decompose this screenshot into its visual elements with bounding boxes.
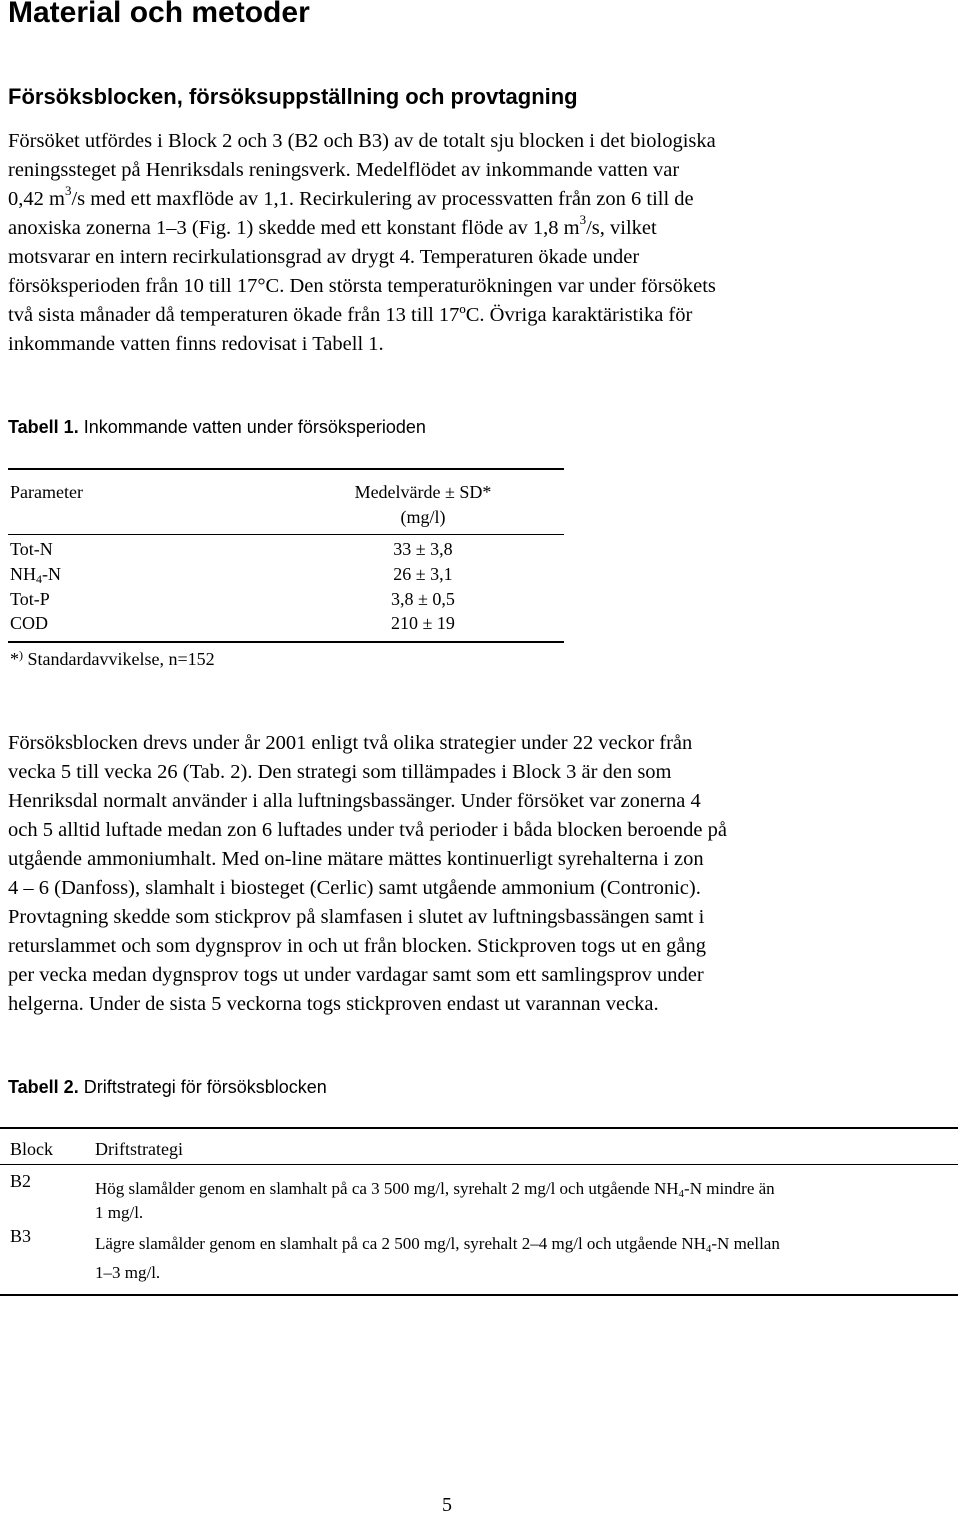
paragraph-line: helgerna. Under de sista 5 veckorna togs stickproven endast ut varannan vecka. (8, 993, 659, 1015)
table1-header-unit: (mg/l) (400, 507, 446, 527)
caption-label: Tabell 2. (8, 1077, 79, 1097)
table1-row-param: Tot-P (10, 589, 50, 609)
table1-caption (8, 417, 426, 438)
paragraph-line: Henriksdal normalt använder i alla luftningsbassänger. Under försöket var zonerna 4 (8, 790, 701, 812)
method-paragraph (8, 729, 948, 1019)
paragraph-line (8, 214, 948, 243)
table1-row-value: 3,8 ± 0,5 (391, 589, 455, 609)
text-fragment: -N (42, 564, 61, 584)
paragraph-line: Försöksblocken drevs under år 2001 enligt två olika strategier under 22 veckor från (8, 732, 693, 754)
table1-row-param: COD (10, 613, 49, 633)
table2-top-rule (0, 1127, 958, 1129)
paragraph-line: försöksperioden från 10 till 17°C. Den största temperaturökningen var under försökets (8, 275, 716, 297)
table1-row-value: 26 ± 3,1 (393, 564, 453, 584)
text-fragment: Hög slamålder genom en slamhalt på ca 3 500 mg/l, syrehalt 2 mg/l och utgående NH (95, 1179, 679, 1198)
table1-footnote (10, 648, 215, 670)
text-fragment: /s, vilket (586, 217, 657, 239)
table1-row-param (10, 564, 61, 587)
table1-row-param: Tot-N (10, 539, 53, 559)
table1-top-rule (8, 468, 564, 470)
table1-header-parameter: Parameter (10, 482, 83, 502)
superscript: 3 (64, 183, 72, 199)
page-heading: Material och metoder (8, 0, 310, 29)
caption-text: Inkommande vatten under försöksperioden (78, 417, 426, 437)
page-number: 5 (442, 1494, 452, 1516)
section-title: Försöksblocken, försöksuppställning och provtagning (8, 84, 578, 109)
paragraph-line: utgående ammoniumhalt. Med on-line mätare mättes kontinuerligt syrehalterna i zon (8, 848, 704, 870)
paragraph-line: två sista månader då temperaturen ökade från 13 till 17ºC. Övriga karaktäristika för (8, 304, 693, 326)
text-fragment: Standardavvikelse, n=152 (23, 649, 215, 669)
text-fragment: -N mindre än (684, 1179, 775, 1198)
paragraph-line: vecka 5 till vecka 26 (Tab. 2). Den strategi som tillämpades i Block 3 är den som (8, 761, 672, 783)
table2-row-strategy-cont: 1 mg/l. (95, 1203, 144, 1222)
superscript: ) (19, 648, 23, 662)
text-fragment: * (10, 649, 19, 669)
paragraph-line: Provtagning skedde som stickprov på slamfasen i slutet av luftningsbassängen samt i (8, 906, 705, 928)
table2-header-rule (0, 1164, 958, 1165)
paragraph-line (8, 185, 948, 214)
superscript: 3 (579, 212, 587, 228)
caption-label: Tabell 1. (8, 417, 79, 437)
text-fragment: anoxiska zonerna 1–3 (Fig. 1) skedde med ett konstant flöde av 1,8 m (8, 217, 580, 239)
table2-header-block: Block (10, 1139, 53, 1159)
table1-row-value: 33 ± 3,8 (393, 539, 453, 559)
paragraph-line: och 5 alltid luftade medan zon 6 luftades under två perioder i båda blocken beroende på (8, 819, 727, 841)
subscript: 4 (678, 1188, 685, 1200)
text-fragment: -N mellan (711, 1234, 780, 1253)
text-fragment: /s med ett maxflöde av 1,1. Recirkulering av processvatten från zon 6 till de (71, 188, 694, 210)
table2-row-strategy-cont: 1–3 mg/l. (95, 1263, 161, 1282)
paragraph-line: returslammet och som dygnsprov in och ut från blocken. Stickproven togs ut en gång (8, 935, 707, 957)
text-fragment: NH (10, 564, 36, 584)
paragraph-line: 4 – 6 (Danfoss), slamhalt i biosteget (Cerlic) samt utgående ammonium (Contronic). (8, 877, 701, 899)
intro-paragraph (8, 127, 948, 359)
table2-bottom-rule (0, 1294, 958, 1296)
subscript: 4 (705, 1243, 712, 1255)
table2-row-strategy (95, 1179, 775, 1200)
table2-row-block: B3 (10, 1226, 32, 1246)
paragraph-line: per vecka medan dygnsprov togs ut under vardagar samt som ett samlingsprov under (8, 964, 704, 986)
table2-caption (8, 1077, 327, 1098)
paragraph-line: inkommande vatten finns redovisat i Tabell 1. (8, 333, 384, 355)
table2-header-strategy: Driftstrategi (95, 1139, 183, 1159)
caption-text: Driftstrategi för försöksblocken (78, 1077, 327, 1097)
table1-header-value: Medelvärde ± SD* (354, 482, 492, 502)
text-fragment: Lägre slamålder genom en slamhalt på ca 2 500 mg/l, syrehalt 2–4 mg/l och utgående NH (95, 1234, 706, 1253)
paragraph-line: reningssteget på Henriksdals reningsverk. Medelflödet av inkommande vatten var (8, 159, 680, 181)
subscript: 4 (36, 572, 42, 586)
paragraph-line: Försöket utfördes i Block 2 och 3 (B2 och B3) av de totalt sju blocken i det biologiska (8, 130, 716, 152)
paragraph-line: motsvarar en intern recirkulationsgrad av drygt 4. Temperaturen ökade under (8, 246, 640, 268)
text-fragment: 0,42 m (8, 188, 65, 210)
table1-bottom-rule (8, 641, 564, 643)
table1-row-value: 210 ± 19 (391, 613, 455, 633)
table2-row-strategy (95, 1234, 780, 1255)
table1-header-rule (8, 534, 564, 535)
table2-row-block: B2 (10, 1171, 32, 1191)
